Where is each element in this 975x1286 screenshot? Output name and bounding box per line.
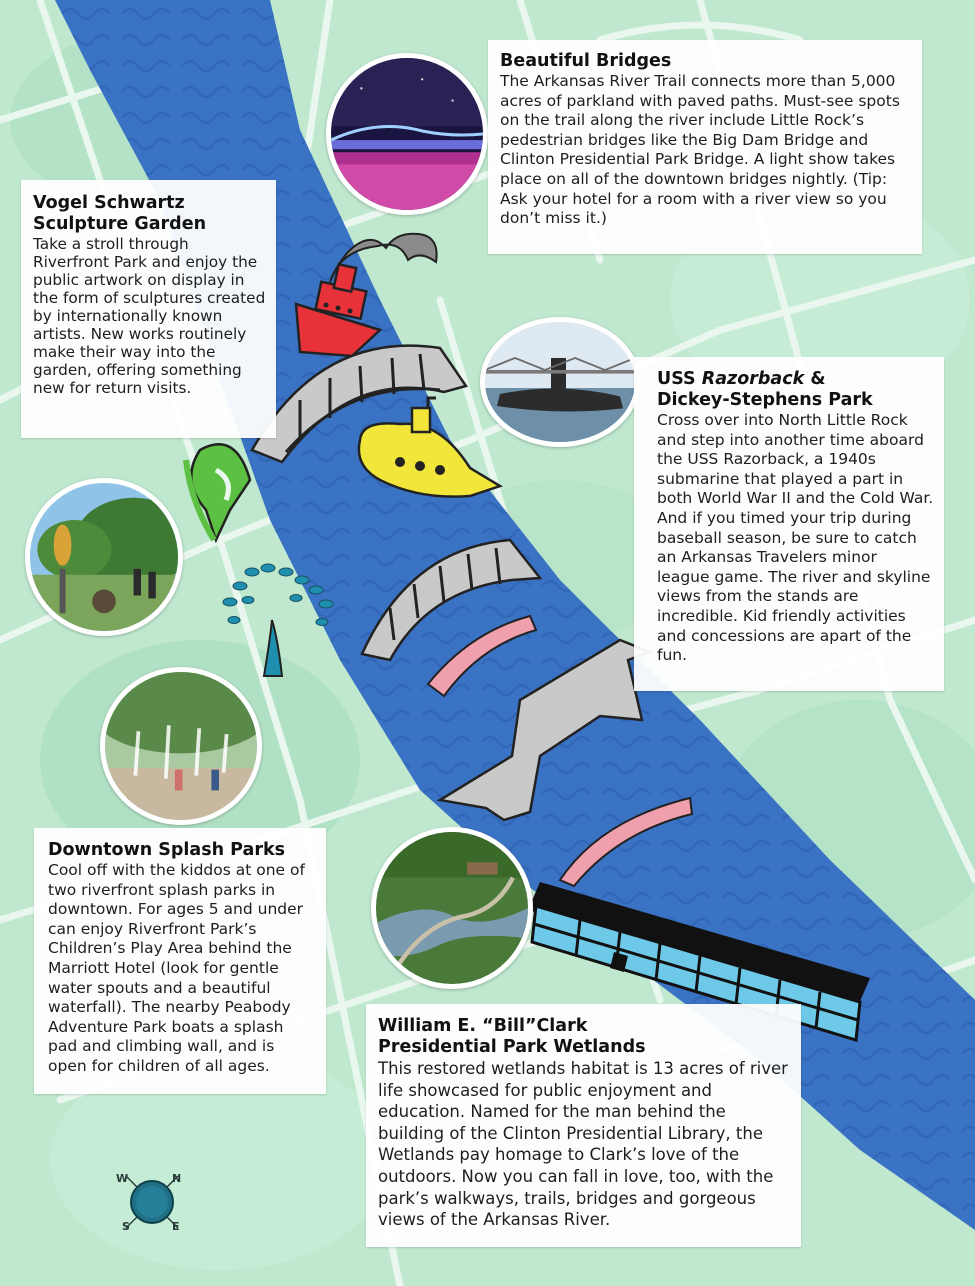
compass-n: N bbox=[172, 1172, 182, 1185]
razorback-title-prefix: USS bbox=[657, 369, 702, 389]
bridges-card bbox=[488, 40, 922, 254]
razorback-title-italic: Razorback bbox=[701, 369, 805, 389]
wetlands-card bbox=[366, 1004, 801, 1247]
uss-razorback-photo bbox=[480, 317, 640, 447]
compass-w: W bbox=[116, 1172, 129, 1185]
wetlands-body: This restored wetlands habitat is 13 acres of river life showcased for public enjoyment and education. Named for the man behind the building of the Clinton Presidential Library, the Wetlands pay homage to Clark’s love of the outdoors. Now you can fall in love, too, with the park’s walkways, trails, bridges and gorgeous views of the Arkansas River. bbox=[378, 1059, 788, 1230]
compass-e: E bbox=[172, 1220, 180, 1233]
bridges-title: Beautiful Bridges bbox=[500, 51, 672, 71]
wetlands-title-line2: Presidential Park Wetlands bbox=[378, 1037, 646, 1057]
sculpture-title: Vogel Schwartz Sculpture Garden bbox=[33, 193, 207, 234]
wetlands-title-line1: William E. “Bill”Clark bbox=[378, 1016, 588, 1036]
razorback-title bbox=[657, 369, 934, 411]
splash-title: Downtown Splash Parks bbox=[48, 840, 286, 860]
wetlands-title bbox=[378, 1016, 791, 1058]
bridges-body: The Arkansas River Trail connects more than 5,000 acres of parkland with paved paths. Must-see spots on the trail along the river include Little Rock’s pedestrian bridges like the Big Dam Bridge and Clinton Presidential Park Bridge. A light show takes place on all of the downtown bridges nightly. (Tip: Ask your hotel for a room with a river view so you don’t miss it.) bbox=[500, 72, 900, 228]
splash-body: Cool off with the kiddos at one of two riverfront splash parks in downtown. For ages 5 and under can enjoy Riverfront Park’s Children’s Play Area behind the Marriott Hotel (look for gentle water spouts and a beautiful waterfall). The nearby Peabody Adventure Park boats a splash pad and climbing wall, and is open for children of all ages. bbox=[48, 861, 305, 1075]
razorback-card bbox=[634, 357, 944, 691]
razorback-body: Cross over into North Little Rock and step into another time aboard the USS Razorback, a 1940s submarine that played a part in both World War II and the Cold War. And if you timed your trip during baseball season, be sure to catch an Arkansas Travelers minor league game. The river and skyline views from the stands are incredible. Kid friendly activities and concessions are apart of the fun. bbox=[657, 411, 934, 665]
wetlands-boardwalk-photo bbox=[371, 827, 533, 989]
sculpture-garden-photo bbox=[25, 478, 183, 636]
razorback-title-suffix: & bbox=[804, 369, 826, 389]
compass bbox=[112, 1168, 192, 1236]
sculpture-card bbox=[21, 180, 276, 438]
razorback-title-line2: Dickey-Stephens Park bbox=[657, 390, 873, 410]
splash-park-photo bbox=[100, 667, 262, 825]
splash-card bbox=[34, 828, 326, 1094]
night-bridge-photo bbox=[326, 53, 488, 215]
sculpture-body: Take a stroll through Riverfront Park and enjoy the public artwork on display in the form of sculptures created by internationally known artists. New works routinely make their way into the garden, offering something new for return visits. bbox=[33, 235, 266, 397]
compass-s: S bbox=[122, 1220, 130, 1233]
